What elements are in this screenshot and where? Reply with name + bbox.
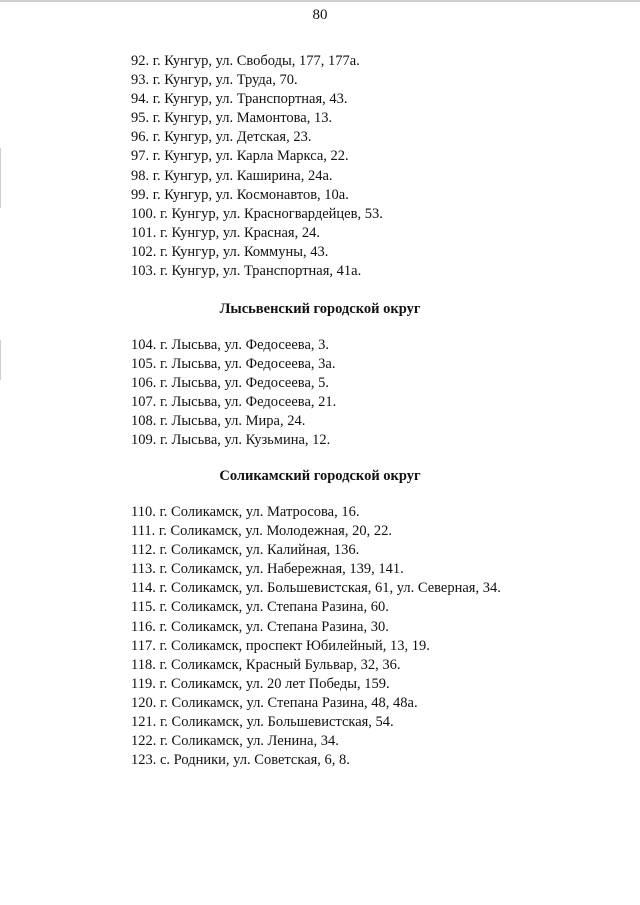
list-kungur: [131, 52, 383, 281]
list-item: 121. г. Соликамск, ул. Большевистская, 54.: [131, 714, 394, 731]
list-item: 117. г. Соликамск, проспект Юбилейный, 13, 19.: [131, 637, 430, 654]
list-item: 99. г. Кунгур, ул. Космонавтов, 10а.: [131, 186, 349, 203]
list-solikamsk: [131, 503, 501, 770]
scan-edge-mark-top: [0, 0, 640, 2]
list-item: 103. г. Кунгур, ул. Транспортная, 41а.: [131, 263, 362, 280]
list-item: 95. г. Кунгур, ул. Мамонтова, 13.: [131, 110, 333, 127]
list-item: 122. г. Соликамск, ул. Ленина, 34.: [131, 733, 339, 750]
list-item: 104. г. Лысьва, ул. Федосеева, 3.: [131, 337, 330, 353]
list-item: 113. г. Соликамск, ул. Набережная, 139, 141.: [131, 561, 404, 578]
list-item: 114. г. Соликамск, ул. Большевистская, 61, ул. Северная, 34.: [131, 580, 501, 597]
list-item: 115. г. Соликамск, ул. Степана Разина, 60.: [131, 599, 389, 616]
list-item: 107. г. Лысьва, ул. Федосеева, 21.: [131, 394, 337, 411]
list-item: 116. г. Соликамск, ул. Степана Разина, 30.: [131, 618, 389, 635]
scan-edge-mark-left: [0, 148, 1, 208]
list-item: 120. г. Соликамск, ул. Степана Разина, 48, 48а.: [131, 694, 418, 711]
list-item: 102. г. Кунгур, ул. Коммуны, 43.: [131, 243, 329, 260]
list-item: 93. г. Кунгур, ул. Труда, 70.: [131, 72, 298, 89]
scan-edge-mark-left-lower: [0, 340, 1, 380]
list-item: 94. г. Кунгур, ул. Транспортная, 43.: [131, 91, 348, 108]
list-item: 105. г. Лысьва, ул. Федосеева, 3а.: [131, 356, 336, 373]
list-item: 119. г. Соликамск, ул. 20 лет Победы, 159.: [131, 675, 390, 692]
section-heading-solikamsk: Соликамский городской округ: [219, 468, 421, 484]
page-number: 80: [312, 7, 328, 23]
list-item: 96. г. Кунгур, ул. Детская, 23.: [131, 129, 312, 146]
list-item: 97. г. Кунгур, ул. Карла Маркса, 22.: [131, 148, 349, 165]
section-heading-lysva: Лысьвенский городской округ: [219, 301, 421, 317]
list-item: 118. г. Соликамск, Красный Бульвар, 32, 36.: [131, 656, 401, 673]
list-item: 108. г. Лысьва, ул. Мира, 24.: [131, 413, 306, 430]
list-item: 111. г. Соликамск, ул. Молодежная, 20, 22.: [131, 523, 392, 540]
list-item: 123. с. Родники, ул. Советская, 6, 8.: [131, 752, 350, 769]
list-lysva: [131, 336, 336, 451]
list-item: 110. г. Соликамск, ул. Матросова, 16.: [131, 504, 360, 520]
list-item: 101. г. Кунгур, ул. Красная, 24.: [131, 224, 320, 241]
list-item: 92. г. Кунгур, ул. Свободы, 177, 177а.: [131, 53, 360, 69]
list-item: 109. г. Лысьва, ул. Кузьмина, 12.: [131, 432, 331, 449]
list-item: 98. г. Кунгур, ул. Каширина, 24а.: [131, 167, 333, 184]
list-item: 106. г. Лысьва, ул. Федосеева, 5.: [131, 375, 330, 392]
list-item: 112. г. Соликамск, ул. Калийная, 136.: [131, 542, 360, 559]
list-item: 100. г. Кунгур, ул. Красногвардейцев, 53.: [131, 205, 383, 222]
